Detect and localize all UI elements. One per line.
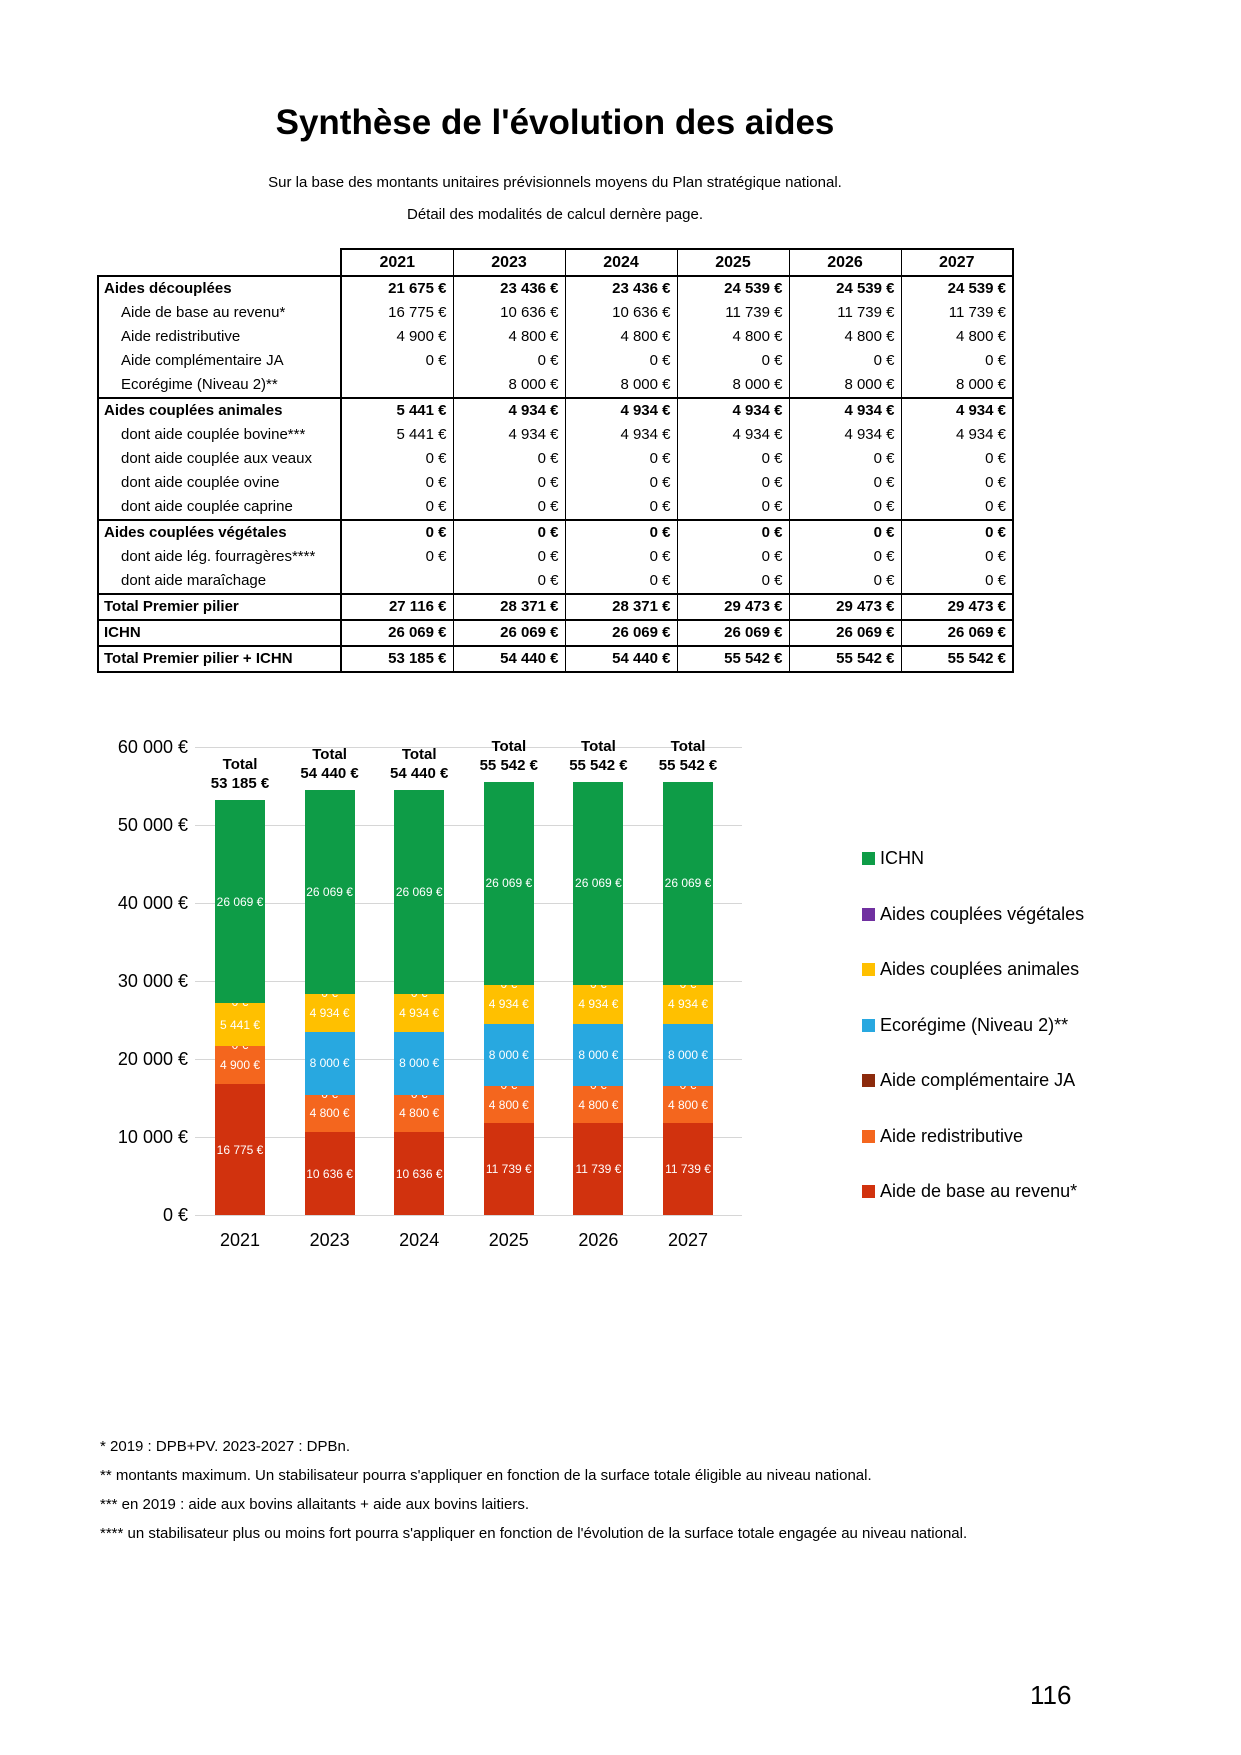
value-cell: 29 473 €: [677, 594, 789, 620]
value-cell: 4 800 €: [677, 325, 789, 349]
table-row: [98, 594, 1013, 620]
y-axis-tick-label: 40 000 €: [117, 893, 188, 913]
value-cell: 8 000 €: [677, 373, 789, 398]
footnote-3: *** en 2019 : aide aux bovins allaitants + aide aux bovins laitiers.: [100, 1496, 530, 1513]
table-row: [98, 447, 1013, 471]
row-label-cell: Aides découplées: [98, 276, 341, 301]
value-cell: 4 934 €: [789, 398, 901, 423]
value-cell: 4 934 €: [677, 398, 789, 423]
value-cell: 0 €: [565, 520, 677, 545]
legend-label: Aides couplées animales: [880, 959, 1080, 979]
value-cell: 0 €: [341, 471, 453, 495]
legend-label: ICHN: [880, 848, 924, 868]
table-row: [98, 520, 1013, 545]
row-label-cell: dont aide maraîchage: [98, 569, 341, 594]
legend-item: [862, 1180, 1077, 1202]
row-label-cell: Aides couplées animales: [98, 398, 341, 423]
value-cell: 0 €: [677, 495, 789, 520]
value-cell: 53 185 €: [341, 646, 453, 672]
value-cell: 4 934 €: [453, 398, 565, 423]
bar-total-value: 55 542 €: [658, 756, 718, 774]
year-header: 2025: [677, 249, 789, 276]
bar-value-label: 4 800 €: [309, 1106, 350, 1121]
value-cell: 26 069 €: [677, 620, 789, 646]
x-axis-tick-label: 2026: [578, 1230, 619, 1250]
row-label-cell: Ecorégime (Niveau 2)**: [98, 373, 341, 398]
bar-value-label: 11 739 €: [485, 1162, 532, 1177]
legend-label: Aide complémentaire JA: [880, 1070, 1076, 1090]
table-row: [98, 545, 1013, 569]
value-cell: 26 069 €: [901, 620, 1013, 646]
row-label-cell: dont aide couplée ovine: [98, 471, 341, 495]
value-cell: 0 €: [341, 447, 453, 471]
value-cell: 0 €: [565, 447, 677, 471]
legend-item: [862, 1014, 1068, 1036]
legend-swatch-icon: [862, 908, 875, 921]
row-label-cell: dont aide couplée aux veaux: [98, 447, 341, 471]
value-cell: 4 934 €: [565, 423, 677, 447]
value-cell: 0 €: [341, 495, 453, 520]
value-cell: 28 371 €: [453, 594, 565, 620]
value-cell: 4 900 €: [341, 325, 453, 349]
year-header: 2027: [901, 249, 1013, 276]
bar-value-label: 8 000 €: [488, 1047, 529, 1062]
bar-total-word: Total: [581, 737, 616, 755]
value-cell: 5 441 €: [341, 398, 453, 423]
bar-value-label: 16 775 €: [216, 1142, 264, 1157]
value-cell: 0 €: [453, 471, 565, 495]
page-title: Synthèse de l'évolution des aides: [275, 103, 835, 142]
bar-value-label: 26 069 €: [216, 894, 264, 909]
table-row: [98, 423, 1013, 447]
legend-swatch-icon: [862, 1074, 875, 1087]
row-label-cell: Aide de base au revenu*: [98, 301, 341, 325]
table-row: [98, 276, 1013, 301]
bar-value-label: 8 000 €: [309, 1056, 350, 1071]
value-cell: 0 €: [901, 349, 1013, 373]
x-axis-tick-label: 2025: [488, 1230, 529, 1250]
value-cell: 23 436 €: [565, 276, 677, 301]
x-axis-tick-label: 2021: [219, 1230, 261, 1250]
value-cell: 0 €: [341, 349, 453, 373]
table-row: [98, 349, 1013, 373]
value-cell: 0 €: [453, 495, 565, 520]
y-axis-tick-label: 30 000 €: [117, 971, 188, 991]
value-cell: 4 934 €: [565, 398, 677, 423]
legend-label: Aide de base au revenu*: [880, 1181, 1078, 1201]
bar-value-label: 26 069 €: [395, 885, 443, 900]
bar-total-value: 54 440 €: [300, 765, 359, 783]
chart-gridline: [195, 825, 742, 826]
legend-item: [862, 903, 1084, 925]
bar-value-label: 11 739 €: [665, 1162, 711, 1177]
table-header-empty-cell: [98, 249, 341, 276]
legend-swatch-icon: [862, 1019, 875, 1032]
bar-total-word: Total: [401, 746, 437, 764]
value-cell: 11 739 €: [677, 301, 789, 325]
value-cell: 0 €: [677, 447, 789, 471]
bar-total-value: 53 185 €: [210, 775, 270, 793]
footnote-1: * 2019 : DPB+PV. 2023-2027 : DPBn.: [100, 1438, 351, 1455]
row-label-cell: dont aide couplée caprine: [98, 495, 341, 520]
table-row: [98, 301, 1013, 325]
legend-swatch-icon: [862, 852, 875, 865]
aid-evolution-chart: [0, 735, 1241, 1280]
value-cell: 4 934 €: [901, 398, 1013, 423]
aid-table-body: [98, 276, 1013, 672]
bar-value-label: 4 934 €: [399, 1005, 440, 1020]
value-cell: [341, 373, 453, 398]
row-label-cell: Aide redistributive: [98, 325, 341, 349]
value-cell: 24 539 €: [789, 276, 901, 301]
x-axis-tick-label: 2024: [399, 1230, 440, 1250]
row-label-cell: Total Premier pilier + ICHN: [98, 646, 341, 672]
value-cell: 0 €: [677, 349, 789, 373]
bar-value-label: 5 441 €: [219, 1017, 261, 1032]
year-header: 2023: [453, 249, 565, 276]
y-axis-tick-label: 50 000 €: [117, 815, 188, 835]
value-cell: 0 €: [453, 447, 565, 471]
chart-gridline: [195, 1137, 742, 1138]
bar-value-label: 4 800 €: [399, 1106, 440, 1121]
value-cell: 0 €: [789, 545, 901, 569]
value-cell: 0 €: [453, 349, 565, 373]
legend-label: Ecorégime (Niveau 2)**: [880, 1014, 1069, 1035]
value-cell: 27 116 €: [341, 594, 453, 620]
table-row: [98, 471, 1013, 495]
row-label-cell: dont aide couplée bovine***: [98, 423, 341, 447]
value-cell: 26 069 €: [789, 620, 901, 646]
bar-total-word: Total: [491, 737, 527, 755]
value-cell: 54 440 €: [565, 646, 677, 672]
value-cell: 0 €: [901, 569, 1013, 594]
value-cell: 0 €: [901, 545, 1013, 569]
value-cell: 26 069 €: [565, 620, 677, 646]
bar-value-label: 10 636 €: [306, 1166, 353, 1181]
bar-total-word: Total: [312, 746, 347, 764]
bar-value-label: 8 000 €: [578, 1047, 619, 1062]
value-cell: 55 542 €: [789, 646, 901, 672]
value-cell: 8 000 €: [789, 373, 901, 398]
bar-value-label: 11 739 €: [575, 1162, 622, 1177]
footnote-2: ** montants maximum. Un stabilisateur pourra s'appliquer en fonction de la surface totale éligible au niveau national.: [100, 1467, 872, 1484]
legend-item: [862, 958, 1079, 980]
value-cell: 0 €: [901, 471, 1013, 495]
value-cell: 0 €: [453, 545, 565, 569]
value-cell: 0 €: [789, 495, 901, 520]
value-cell: 4 934 €: [789, 423, 901, 447]
value-cell: 4 934 €: [677, 423, 789, 447]
value-cell: 0 €: [565, 569, 677, 594]
row-label-cell: Aide complémentaire JA: [98, 349, 341, 373]
row-label-cell: dont aide lég. fourragères****: [98, 545, 341, 569]
value-cell: 0 €: [565, 349, 677, 373]
value-cell: 4 934 €: [901, 423, 1013, 447]
value-cell: 0 €: [789, 520, 901, 545]
value-cell: 0 €: [565, 471, 677, 495]
value-cell: 55 542 €: [677, 646, 789, 672]
y-axis-tick-label: 0 €: [162, 1205, 188, 1225]
x-axis-tick-label: 2027: [667, 1230, 709, 1250]
bar-value-label: 26 069 €: [306, 885, 353, 900]
legend-label: Aides couplées végétales: [880, 903, 1085, 924]
value-cell: 5 441 €: [341, 423, 453, 447]
legend-swatch-icon: [862, 1185, 875, 1198]
bar-value-label: 4 934 €: [488, 997, 529, 1012]
bar-value-label: 4 800 €: [667, 1097, 709, 1112]
legend-swatch-icon: [862, 1130, 875, 1143]
value-cell: 0 €: [565, 495, 677, 520]
bar-total-value: 55 542 €: [479, 756, 538, 774]
y-axis-tick-label: 10 000 €: [117, 1127, 188, 1147]
value-cell: [341, 569, 453, 594]
footnote-4: **** un stabilisateur plus ou moins fort pourra s'appliquer en fonction de l'évolution de la surface totale engagée au niveau national.: [100, 1525, 968, 1542]
value-cell: 0 €: [341, 520, 453, 545]
value-cell: 29 473 €: [901, 594, 1013, 620]
value-cell: 29 473 €: [789, 594, 901, 620]
table-row: [98, 398, 1013, 423]
value-cell: 26 069 €: [341, 620, 453, 646]
bar-total-value: 55 542 €: [569, 756, 628, 774]
legend-label: Aide redistributive: [880, 1125, 1024, 1146]
value-cell: 10 636 €: [453, 301, 565, 325]
aid-table-header: [98, 249, 1013, 276]
table-row: [98, 620, 1013, 646]
value-cell: 0 €: [677, 520, 789, 545]
value-cell: 11 739 €: [901, 301, 1013, 325]
bar-value-label: 10 636 €: [395, 1166, 443, 1181]
legend-item: [862, 1125, 1023, 1147]
table-row: [98, 373, 1013, 398]
value-cell: 21 675 €: [341, 276, 453, 301]
value-cell: 0 €: [453, 569, 565, 594]
value-cell: 0 €: [901, 495, 1013, 520]
value-cell: 23 436 €: [453, 276, 565, 301]
value-cell: 4 800 €: [565, 325, 677, 349]
legend-item: [862, 847, 924, 869]
table-row: [98, 646, 1013, 672]
value-cell: 54 440 €: [453, 646, 565, 672]
legend-item: [862, 1069, 1075, 1091]
table-row: [98, 569, 1013, 594]
value-cell: 28 371 €: [565, 594, 677, 620]
bar-value-label: 8 000 €: [667, 1047, 709, 1062]
bar-total-word: Total: [670, 737, 706, 755]
subtitle-line-2: Détail des modalités de calcul dernère page.: [406, 206, 703, 223]
value-cell: 24 539 €: [901, 276, 1013, 301]
value-cell: 55 542 €: [901, 646, 1013, 672]
value-cell: 0 €: [901, 447, 1013, 471]
value-cell: 4 934 €: [453, 423, 565, 447]
page-number: 116: [1030, 1680, 1072, 1710]
row-label-cell: ICHN: [98, 620, 341, 646]
value-cell: 0 €: [789, 349, 901, 373]
value-cell: 0 €: [677, 569, 789, 594]
aid-table: [97, 248, 1014, 673]
table-row: [98, 325, 1013, 349]
row-label-cell: Total Premier pilier: [98, 594, 341, 620]
value-cell: 4 800 €: [901, 325, 1013, 349]
value-cell: 4 800 €: [789, 325, 901, 349]
bar-value-label: 26 069 €: [575, 876, 622, 891]
bar-total-value: 54 440 €: [389, 765, 449, 783]
bar-value-label: 4 900 €: [219, 1058, 261, 1073]
value-cell: 8 000 €: [453, 373, 565, 398]
bar-value-label: 4 934 €: [578, 997, 619, 1012]
value-cell: 24 539 €: [677, 276, 789, 301]
value-cell: 8 000 €: [565, 373, 677, 398]
value-cell: 0 €: [341, 545, 453, 569]
value-cell: 0 €: [789, 447, 901, 471]
value-cell: 4 800 €: [453, 325, 565, 349]
table-row: [98, 495, 1013, 520]
value-cell: 0 €: [677, 545, 789, 569]
x-axis-tick-label: 2023: [309, 1230, 350, 1250]
value-cell: 0 €: [789, 471, 901, 495]
value-cell: 0 €: [901, 520, 1013, 545]
bar-value-label: 4 934 €: [667, 997, 709, 1012]
bar-value-label: 8 000 €: [399, 1056, 440, 1071]
value-cell: 10 636 €: [565, 301, 677, 325]
bar-total-label: [628, 737, 748, 775]
value-cell: 0 €: [453, 520, 565, 545]
value-cell: 11 739 €: [789, 301, 901, 325]
subtitle-line-1: Sur la base des montants unitaires prévisionnels moyens du Plan stratégique national.: [268, 174, 842, 191]
year-header: 2024: [565, 249, 677, 276]
bar-value-label: 4 800 €: [578, 1097, 619, 1112]
value-cell: 16 775 €: [341, 301, 453, 325]
bar-value-label: 26 069 €: [664, 876, 712, 891]
bar-value-label: 4 800 €: [488, 1097, 529, 1112]
table-header-row: [98, 249, 1013, 276]
year-header: 2026: [789, 249, 901, 276]
row-label-cell: Aides couplées végétales: [98, 520, 341, 545]
year-header: 2021: [341, 249, 453, 276]
value-cell: 0 €: [677, 471, 789, 495]
legend-swatch-icon: [862, 963, 875, 976]
y-axis-tick-label: 20 000 €: [117, 1049, 188, 1069]
value-cell: 0 €: [565, 545, 677, 569]
value-cell: 26 069 €: [453, 620, 565, 646]
bar-value-label: 4 934 €: [309, 1005, 350, 1020]
chart-gridline: [195, 1215, 742, 1216]
value-cell: 0 €: [789, 569, 901, 594]
bar-value-label: 26 069 €: [485, 876, 533, 891]
bar-total-word: Total: [222, 756, 258, 774]
y-axis-tick-label: 60 000 €: [117, 737, 188, 757]
value-cell: 8 000 €: [901, 373, 1013, 398]
